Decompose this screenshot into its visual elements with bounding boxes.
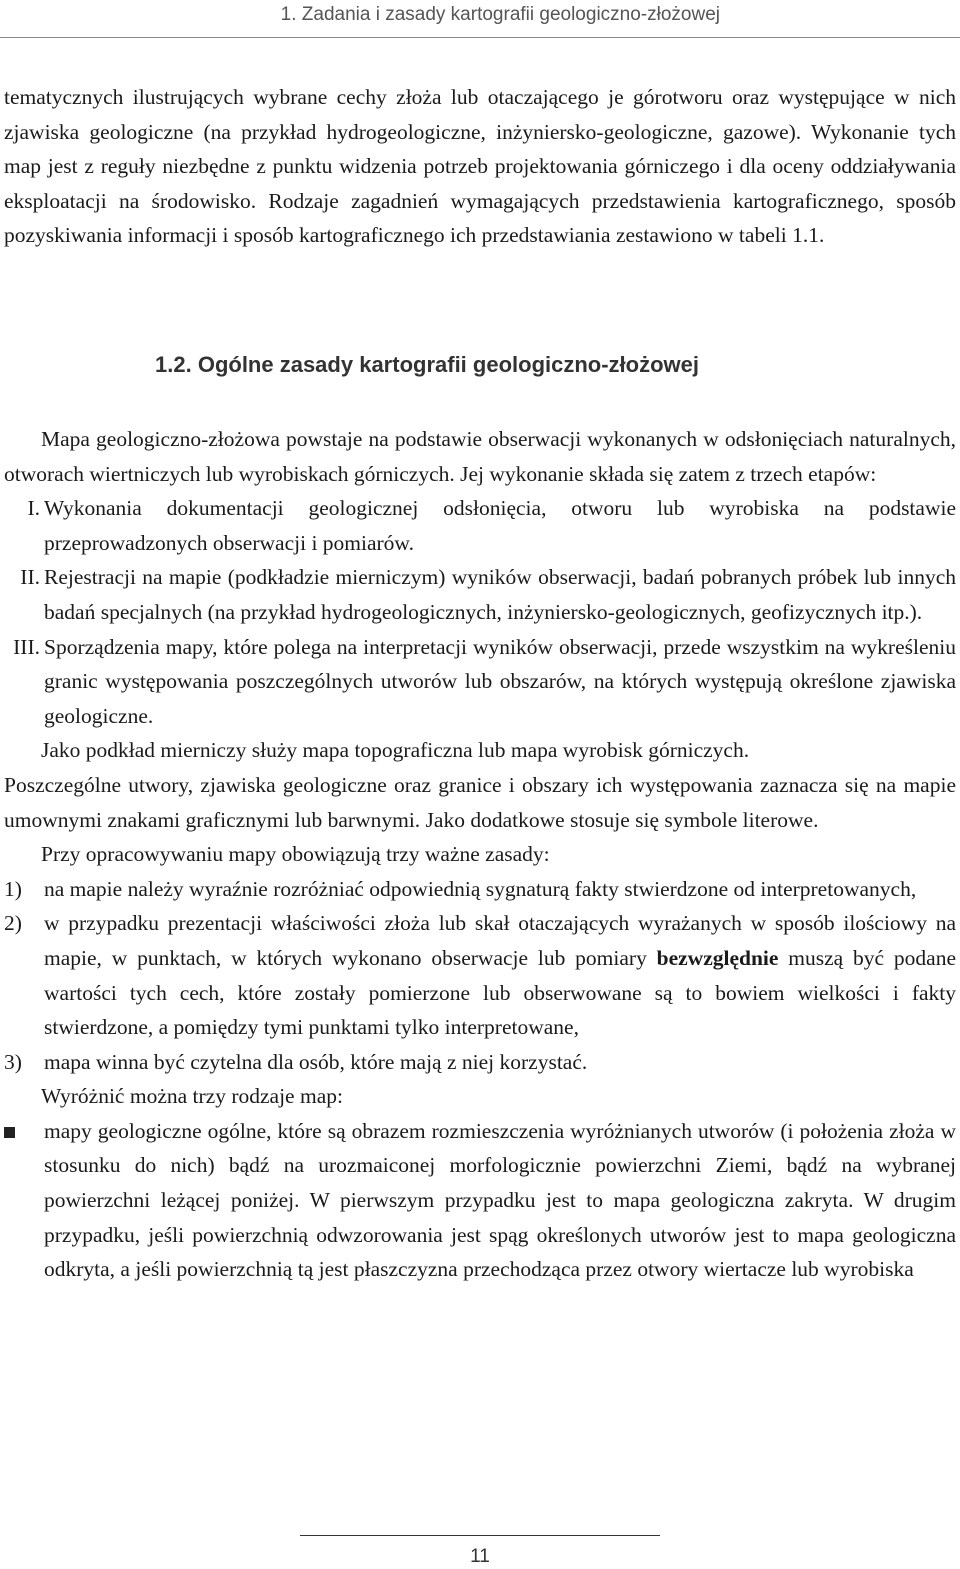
- page-number: 11: [470, 1546, 490, 1567]
- list-text: na mapie należy wyraźnie rozróżniać odpowiednią sygnaturą fakty stwierdzone od interpretowanych,: [44, 876, 917, 901]
- list-marker: 1): [4, 876, 22, 901]
- list-item: [4, 1045, 956, 1080]
- section-number: 1.2.: [155, 352, 192, 377]
- list-marker: [4, 1114, 40, 1287]
- list-text: mapa winna być czytelna dla osób, które mają z niej korzystać.: [44, 1049, 588, 1074]
- rule-text-after: muszą być podane wartości tych cech, które zostały pomierzone lub obserwowane są to bowiem wielkości i fakty stwierdzone, a pomiędzy tymi punktami tylko interpretowane,: [44, 945, 956, 1040]
- list-marker: III.: [13, 634, 40, 659]
- paragraph-example-rest: Poszczególne utwory, zjawiska geologiczne oraz granice i obszary ich występowania zaznacza się na mapie umownymi znakami graficznymi lub barwnymi. Jako dodatkowe stosuje się symbole literowe.: [4, 772, 956, 832]
- list-item: [4, 560, 956, 629]
- list-item: [4, 906, 956, 1044]
- list-item: [4, 491, 956, 560]
- section-body: [4, 422, 956, 1287]
- list-item: [4, 630, 956, 734]
- header-rule: [0, 37, 960, 38]
- paragraph-map-types-intro: Wyróżnić można trzy rodzaje map:: [41, 1084, 343, 1109]
- list-text: mapy geologiczne ogólne, które są obrazem rozmieszczenia wyróżnianych utworów (i położenia złoża w stosunku do nich) bądź na urozmaiconej morfologicznie powierzchni Ziemi, bądź na wybranej powierzchni leżącej poniżej. W pierwszym przypadku jest to mapa geologiczna zakryta. W drugim przypadku, jeśli powierzchnią odwzorowania jest spąg określonych utworów jest to mapa geologiczna odkryta, a jeśli powierzchnią tą jest płaszczyzna przechodząca przez otwory wiertacze lub wyrobiska: [44, 1118, 956, 1282]
- paragraph-rules-intro: Przy opracowywaniu mapy obowiązują trzy ważne zasady:: [41, 842, 550, 867]
- list-marker: II.: [20, 565, 40, 590]
- paragraph-example-first: Jako podkład mierniczy służy mapa topograficzna lub mapa wyrobisk górniczych.: [41, 738, 750, 763]
- list-marker: 2): [4, 911, 22, 936]
- list-text: Sporządzenia mapy, które polega na interpretacji wyników obserwacji, przede wszystkim na wykreśleniu granic występowania poszczególnych utworów lub obszarów, na których występują określone zjawiska geologiczne.: [44, 634, 956, 728]
- list-item: [4, 872, 956, 907]
- rule-text-before: w przypadku prezentacji właściwości złoża lub skał otaczających wyrażanych w sposób ilościowy na mapie, w punktach, w których wykonano obserwacje lub pomiary: [44, 911, 956, 970]
- list-marker: 3): [4, 1049, 22, 1074]
- section-title: Ogólne zasady kartografii geologiczno-złożowej: [197, 352, 700, 377]
- square-bullet-icon: [4, 1127, 15, 1138]
- intro-paragraph: tematycznych ilustrujących wybrane cechy złoża lub otaczającego je górotworu oraz występujące w nich zjawiska geologiczne (na przykład hydrogeologiczne, inżyniersko-geologiczne, gazowe). Wykonanie tych map jest z reguły niezbędne z punktu widzenia potrzeb projektowania górniczego i dla oceny oddziaływania eksploatacji na środowisko. Rodzaje zagadnień wymagających przedstawienia kartograficznego, sposób pozyskiwania informacji i sposób kartograficznego ich przedstawiania zestawiono w tabeli 1.1.: [4, 85, 956, 248]
- running-header: 1. Zadania i zasady kartografii geologiczno-złożowej: [280, 4, 720, 25]
- section-heading: [155, 352, 699, 378]
- footer-rule: [300, 1535, 660, 1536]
- list-item: [4, 1114, 956, 1287]
- list-text: Rejestracji na mapie (podkładzie mierniczym) wyników obserwacji, badań pobranych próbek lub innych badań specjalnych (na przykład hydrogeologicznych, inżyniersko-geologicznych, geofizycznych itp.).: [44, 565, 956, 624]
- list-text: Wykonania dokumentacji geologicznej odsłonięcia, otworu lub wyrobiska na podstawie przeprowadzonych obserwacji i pomiarów.: [44, 496, 956, 555]
- paragraph-map-intro: Mapa geologiczno-złożowa powstaje na podstawie obserwacji wykonanych w odsłonięciach naturalnych, otworach wiertniczych lub wyrobiskach górniczych. Jej wykonanie składa się zatem z trzech etapów:: [4, 427, 956, 486]
- rule-bold-word: bezwzględnie: [656, 945, 779, 970]
- list-text: [40, 906, 956, 1044]
- list-marker: I.: [27, 496, 40, 521]
- intro-block: [4, 80, 956, 253]
